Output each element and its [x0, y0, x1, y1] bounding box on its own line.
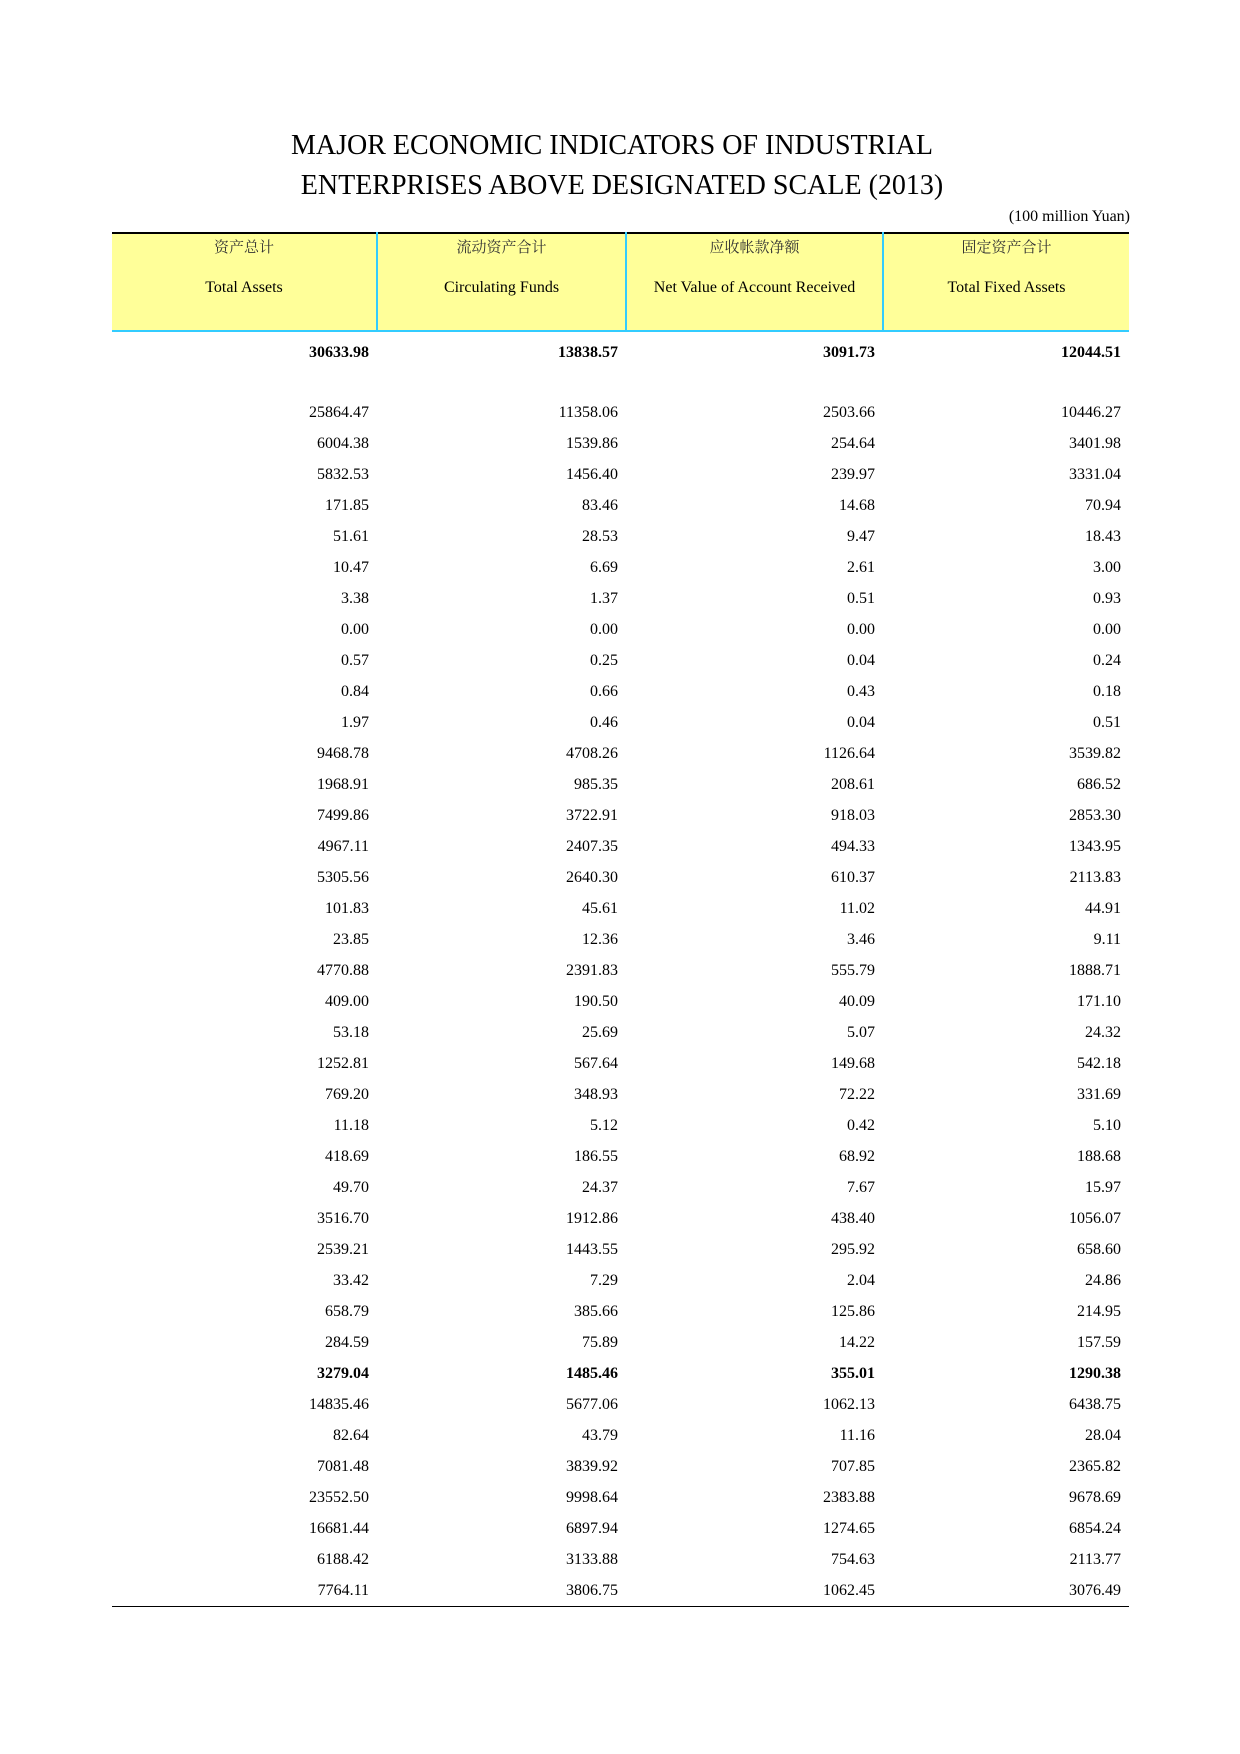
table-cell: 610.37	[831, 868, 875, 886]
table-cell: 33.42	[333, 1271, 369, 1289]
table-cell: 1539.86	[566, 434, 618, 452]
table-cell: 0.04	[847, 713, 875, 731]
table-cell: 28.53	[582, 527, 618, 545]
table-row	[112, 1048, 1129, 1079]
table-cell: 1062.45	[626, 1575, 883, 1607]
table-cell: 1056.07	[1069, 1209, 1121, 1227]
table-row	[112, 1420, 1129, 1451]
table-cell: 45.61	[582, 899, 618, 917]
table-cell: 18.43	[1085, 527, 1121, 545]
header-en: Circulating Funds	[443, 279, 560, 296]
table-cell: 0.46	[590, 713, 618, 731]
table-row	[112, 1482, 1129, 1513]
table-cell: 0.84	[341, 682, 369, 700]
table-row	[112, 862, 1129, 893]
table-cell: 3331.04	[1069, 465, 1121, 483]
table-row	[112, 397, 1129, 428]
table-cell: 3279.04	[317, 1364, 369, 1382]
table-cell: 82.64	[333, 1426, 369, 1444]
table-cell: 7081.48	[317, 1457, 369, 1475]
table-cell: 3806.75	[377, 1575, 626, 1607]
table-row	[112, 769, 1129, 800]
table-cell: 149.68	[831, 1054, 875, 1072]
table-cell: 11358.06	[558, 403, 618, 421]
table-cell: 918.03	[831, 806, 875, 824]
table-cell: 385.66	[574, 1302, 618, 1320]
table-cell: 3.38	[341, 589, 369, 607]
title-line-1: MAJOR ECONOMIC INDICATORS OF INDUSTRIAL	[291, 130, 933, 161]
table-cell: 2365.82	[1069, 1457, 1121, 1475]
header-cn: 应收帐款净额	[709, 238, 800, 256]
table-row	[112, 490, 1129, 521]
table-cell: 70.94	[1085, 496, 1121, 514]
table-cell: 2539.21	[317, 1240, 369, 1258]
table-cell: 6438.75	[1069, 1395, 1121, 1413]
table-cell: 75.89	[582, 1333, 618, 1351]
table-cell: 5677.06	[566, 1395, 618, 1413]
table-cell: 254.64	[831, 434, 875, 452]
table-row	[112, 831, 1129, 862]
table-cell	[626, 370, 883, 397]
table-row	[112, 1389, 1129, 1420]
table-cell: 2391.83	[566, 961, 618, 979]
table-cell: 1.97	[341, 713, 369, 731]
table-row	[112, 331, 1129, 370]
table-cell: 769.20	[325, 1085, 369, 1103]
table-cell: 11.18	[333, 1116, 369, 1134]
table-cell: 284.59	[325, 1333, 369, 1351]
table-cell: 11.02	[839, 899, 875, 917]
table-row	[112, 986, 1129, 1017]
header-cn: 流动资产合计	[456, 238, 547, 256]
table-cell: 2113.83	[1069, 868, 1121, 886]
table-cell: 40.09	[839, 992, 875, 1010]
table-cell: 0.57	[341, 651, 369, 669]
table-cell: 5.10	[1093, 1116, 1121, 1134]
table-row	[112, 1017, 1129, 1048]
header-en: Total Assets	[205, 279, 283, 296]
table-cell: 686.52	[1077, 775, 1121, 793]
table-cell: 0.00	[341, 620, 369, 638]
table-cell: 2853.30	[1069, 806, 1121, 824]
header-en: Net Value of Account Received	[653, 279, 856, 296]
table-cell: 6188.42	[317, 1550, 369, 1568]
table-row	[112, 1358, 1129, 1389]
table-row	[112, 1513, 1129, 1544]
table-cell: 7499.86	[317, 806, 369, 824]
table-row	[112, 1203, 1129, 1234]
table-cell: 157.59	[1077, 1333, 1121, 1351]
table-cell: 658.60	[1077, 1240, 1121, 1258]
table-cell: 1.37	[590, 589, 618, 607]
table-cell: 295.92	[831, 1240, 875, 1258]
table-cell: 24.37	[582, 1178, 618, 1196]
table-body	[112, 331, 1129, 1607]
table-cell: 707.85	[831, 1457, 875, 1475]
table-cell: 51.61	[333, 527, 369, 545]
table-cell: 3516.70	[317, 1209, 369, 1227]
table-cell: 171.85	[325, 496, 369, 514]
table-cell: 9.11	[1093, 930, 1121, 948]
table-row	[112, 1296, 1129, 1327]
table-cell: 0.66	[590, 682, 618, 700]
table-cell: 10.47	[333, 558, 369, 576]
table-row	[112, 645, 1129, 676]
table-cell: 1456.40	[566, 465, 618, 483]
table-cell: 3539.82	[1069, 744, 1121, 762]
table-cell: 68.92	[839, 1147, 875, 1165]
table-cell: 3133.88	[566, 1550, 618, 1568]
table-cell: 25864.47	[309, 403, 369, 421]
table-row	[112, 893, 1129, 924]
table-cell: 83.46	[582, 496, 618, 514]
table-cell: 409.00	[325, 992, 369, 1010]
header-circulating-funds	[377, 233, 626, 331]
header-cn: 资产总计	[213, 238, 274, 256]
table-cell: 7.67	[847, 1178, 875, 1196]
title-line-2: ENTERPRISES ABOVE DESIGNATED SCALE (2013)	[300, 170, 944, 201]
table-row	[112, 552, 1129, 583]
table-cell: 7764.11	[112, 1575, 377, 1607]
table-cell: 754.63	[831, 1550, 875, 1568]
indicators-table	[112, 232, 1129, 1607]
table-cell: 10446.27	[1061, 403, 1121, 421]
table-row	[112, 924, 1129, 955]
table-cell: 6854.24	[1069, 1519, 1121, 1537]
table-cell: 2.61	[847, 558, 875, 576]
table-cell: 5832.53	[317, 465, 369, 483]
table-cell: 9998.64	[566, 1488, 618, 1506]
table-cell	[377, 370, 626, 397]
table-cell: 28.04	[1085, 1426, 1121, 1444]
table-cell: 555.79	[831, 961, 875, 979]
table-cell: 0.51	[847, 589, 875, 607]
table-cell: 0.18	[1093, 682, 1121, 700]
table-row	[112, 1234, 1129, 1265]
table-cell: 1126.64	[823, 744, 875, 762]
table-row	[112, 428, 1129, 459]
table-cell: 208.61	[831, 775, 875, 793]
table-row	[112, 370, 1129, 397]
table-cell: 14.22	[839, 1333, 875, 1351]
table-cell: 1290.38	[1069, 1364, 1121, 1382]
header-row	[112, 233, 1129, 331]
table-cell: 239.97	[831, 465, 875, 483]
table-cell: 6004.38	[317, 434, 369, 452]
header-total-fixed-assets	[883, 233, 1129, 331]
table-cell: 6.69	[590, 558, 618, 576]
table-cell: 1443.55	[566, 1240, 618, 1258]
table-cell: 0.93	[1093, 589, 1121, 607]
table-row	[112, 1110, 1129, 1141]
table-cell: 13838.57	[558, 344, 618, 361]
table-row	[112, 1544, 1129, 1575]
table-cell: 16681.44	[309, 1519, 369, 1537]
table-row	[112, 1079, 1129, 1110]
table-cell: 186.55	[574, 1147, 618, 1165]
table-row	[112, 738, 1129, 769]
table-row	[112, 955, 1129, 986]
table-cell: 0.42	[847, 1116, 875, 1134]
table-cell: 1485.46	[566, 1364, 618, 1382]
table-cell: 438.40	[831, 1209, 875, 1227]
table-cell: 101.83	[325, 899, 369, 917]
table-cell: 171.10	[1077, 992, 1121, 1010]
table-cell: 567.64	[574, 1054, 618, 1072]
table-cell: 494.33	[831, 837, 875, 855]
table-cell: 3.00	[1093, 558, 1121, 576]
table-cell: 9678.69	[1069, 1488, 1121, 1506]
table-cell: 25.69	[582, 1023, 618, 1041]
table-cell: 2640.30	[566, 868, 618, 886]
table-cell: 11.16	[839, 1426, 875, 1444]
table-row	[112, 459, 1129, 490]
table-row	[112, 1575, 1129, 1607]
table-cell: 14.68	[839, 496, 875, 514]
table-cell: 72.22	[839, 1085, 875, 1103]
table-cell: 4967.11	[317, 837, 369, 855]
table-row	[112, 676, 1129, 707]
table-cell: 3076.49	[883, 1575, 1129, 1607]
table-cell: 0.43	[847, 682, 875, 700]
table-row	[112, 583, 1129, 614]
table-row	[112, 1451, 1129, 1482]
table-row	[112, 800, 1129, 831]
table-cell: 331.69	[1077, 1085, 1121, 1103]
table-cell: 6897.94	[566, 1519, 618, 1537]
table-cell: 4770.88	[317, 961, 369, 979]
table-cell: 0.00	[1093, 620, 1121, 638]
table-cell: 188.68	[1077, 1147, 1121, 1165]
table-cell: 15.97	[1085, 1178, 1121, 1196]
table-cell: 24.32	[1085, 1023, 1121, 1041]
table-cell: 5.12	[590, 1116, 618, 1134]
table-cell: 14835.46	[309, 1395, 369, 1413]
table-cell: 2113.77	[1069, 1550, 1121, 1568]
table-cell: 0.00	[847, 620, 875, 638]
table-cell: 214.95	[1077, 1302, 1121, 1320]
table-row	[112, 707, 1129, 738]
table-cell: 53.18	[333, 1023, 369, 1041]
table-cell: 4708.26	[566, 744, 618, 762]
header-net-value-account-received	[626, 233, 883, 331]
table-row	[112, 1172, 1129, 1203]
table-cell: 23.85	[333, 930, 369, 948]
table-cell: 2503.66	[823, 403, 875, 421]
table-cell	[883, 370, 1129, 397]
table-cell: 5305.56	[317, 868, 369, 886]
table-cell: 190.50	[574, 992, 618, 1010]
table-cell: 1062.13	[823, 1395, 875, 1413]
table-cell: 3839.92	[566, 1457, 618, 1475]
table-cell: 23552.50	[309, 1488, 369, 1506]
table-cell: 1274.65	[823, 1519, 875, 1537]
table-cell: 49.70	[333, 1178, 369, 1196]
table-cell: 348.93	[574, 1085, 618, 1103]
header-total-assets	[112, 233, 377, 331]
table-row	[112, 1141, 1129, 1172]
table-cell: 30633.98	[309, 344, 369, 361]
table-cell: 355.01	[831, 1364, 875, 1382]
table-cell: 9.47	[847, 527, 875, 545]
table-cell: 1912.86	[566, 1209, 618, 1227]
table-cell: 12.36	[582, 930, 618, 948]
table-cell: 12044.51	[1061, 344, 1121, 361]
table-cell: 2407.35	[566, 837, 618, 855]
table-cell: 5.07	[847, 1023, 875, 1041]
table-cell: 3401.98	[1069, 434, 1121, 452]
table-cell: 985.35	[574, 775, 618, 793]
header-cn: 固定资产合计	[961, 238, 1052, 256]
table-cell: 542.18	[1077, 1054, 1121, 1072]
table-row	[112, 1327, 1129, 1358]
table-row	[112, 614, 1129, 645]
table-row	[112, 521, 1129, 552]
table-cell: 418.69	[325, 1147, 369, 1165]
table-cell: 3091.73	[823, 344, 875, 361]
table-cell: 43.79	[582, 1426, 618, 1444]
table-cell: 3.46	[847, 930, 875, 948]
table-cell: 24.86	[1085, 1271, 1121, 1289]
unit-label: (100 million Yuan)	[1008, 208, 1130, 225]
table-cell: 0.04	[847, 651, 875, 669]
table-cell: 1968.91	[317, 775, 369, 793]
table-cell: 1252.81	[317, 1054, 369, 1072]
table-cell: 9468.78	[317, 744, 369, 762]
table-cell: 2383.88	[823, 1488, 875, 1506]
table-cell: 0.51	[1093, 713, 1121, 731]
table-cell	[112, 370, 377, 397]
table-cell: 2.04	[847, 1271, 875, 1289]
table-cell: 658.79	[325, 1302, 369, 1320]
table-cell: 3722.91	[566, 806, 618, 824]
table-cell: 1888.71	[1069, 961, 1121, 979]
table-row	[112, 1265, 1129, 1296]
table-cell: 1343.95	[1069, 837, 1121, 855]
table-cell: 7.29	[590, 1271, 618, 1289]
table-cell: 0.00	[590, 620, 618, 638]
table-cell: 125.86	[831, 1302, 875, 1320]
header-en: Total Fixed Assets	[947, 279, 1066, 296]
table-cell: 0.25	[590, 651, 618, 669]
table-cell: 44.91	[1085, 899, 1121, 917]
table-cell: 0.24	[1093, 651, 1121, 669]
